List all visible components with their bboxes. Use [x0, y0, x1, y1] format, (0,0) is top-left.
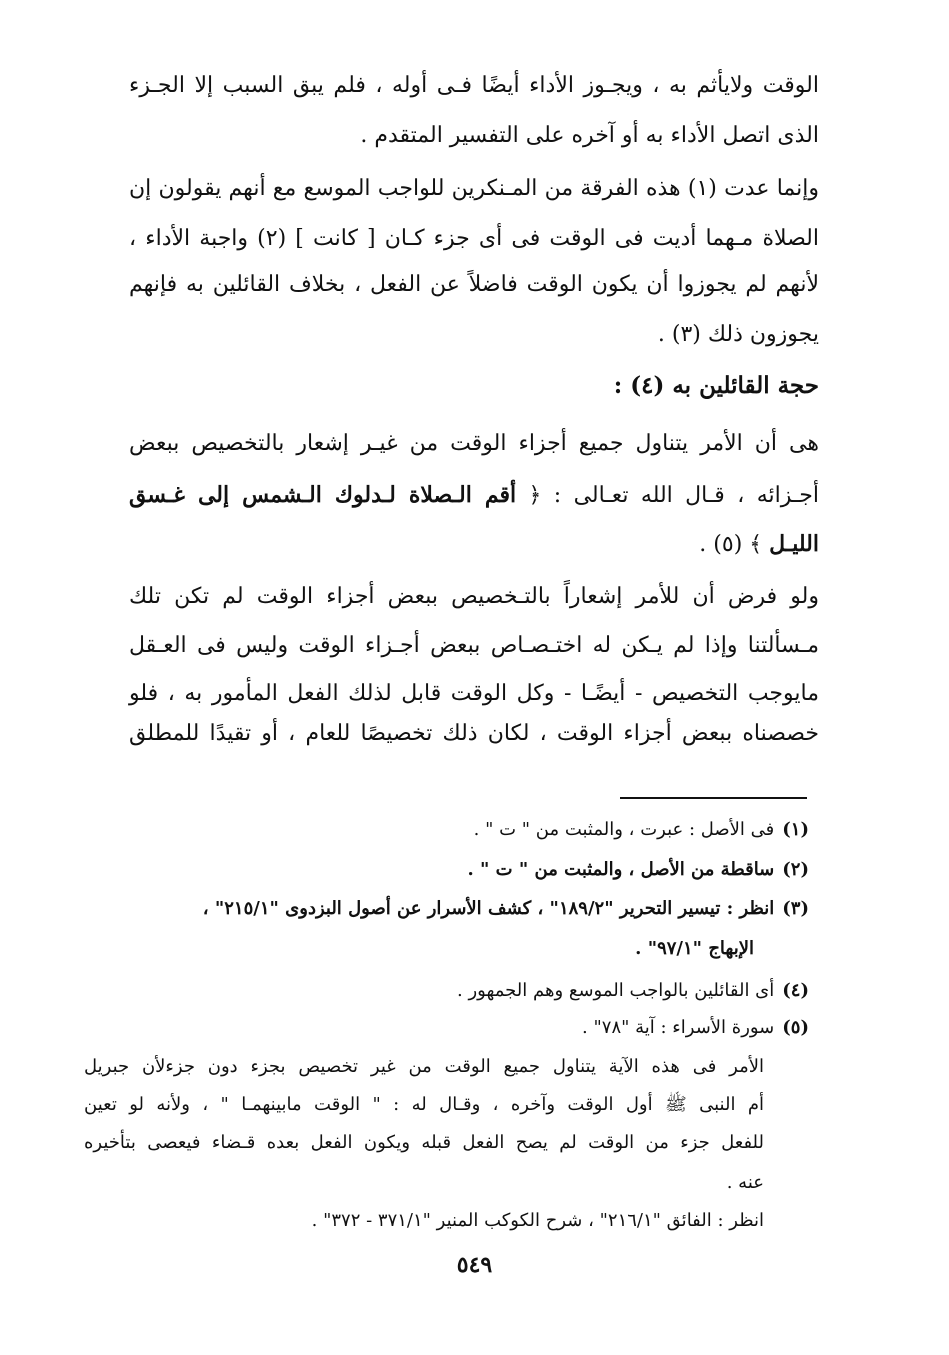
footnote-1	[109, 818, 809, 842]
footnote-3	[109, 897, 809, 921]
body-line-4: الصلاة مـهما أديت فى الوقت فى أى جزء كـان [ كانت ] (٢) واجبة الأداء ،	[129, 226, 819, 251]
note-line-1: الأمر فى هذه الآية يتناول جميع الوقت من غير تخصيص بجزء دون جزءلأن جبريل	[84, 1056, 764, 1077]
footnote-2-number: (٢)	[782, 859, 809, 880]
body-line-6: يجوزون ذلك (٣) .	[657, 322, 819, 347]
footnote-5-text: سورة الأسراء : آية "٧٨" .	[582, 1017, 775, 1038]
footnote-3-number: (٣)	[782, 898, 809, 919]
para-line-4: خصصناه ببعض أجزاء الوقت ، لكان ذلك تخصيصًا للعام ، أو تقيدًا للمطلق	[129, 721, 819, 746]
body-line-1: الوقت ولايأثم به ، ويجـوز الأداء أيضًا فـى أوله ، فلم يبق السبب إلا الجـزء	[129, 73, 819, 98]
argument-line-3	[129, 530, 819, 559]
para-line-3: مايوجب التخصيص - أيضًـا - وكل الوقت قابل لذلك الفعل المأمور به ، فلو	[129, 681, 819, 706]
footnote-3-continuation: الإبهاج "٩٧/١" .	[635, 938, 754, 959]
para-line-2: مـسألتنا وإذا لم يـكن له اختـصـاص ببعض أجـزاء الوقت وليس فى العـقل	[129, 633, 819, 658]
argument-line-1: هى أن الأمر يتناول جميع أجزاء الوقت من غيـر إشعار بالتخصيص ببعض	[129, 431, 819, 456]
argument-line-2	[129, 481, 819, 510]
quran-verse-part-2: الليـل	[769, 531, 819, 557]
footnote-3-text: انظر : تيسير التحرير "١٨٩/٢" ، كشف الأسرار عن أصول البزدوى "٢١٥/١" ،	[202, 898, 775, 919]
body-line-5: لأنهم لم يجوزوا أن يكون الوقت فاضلاً عن الفعل ، بخلاف القائلين به فإنهم	[129, 272, 819, 297]
note-line-4: عنه .	[726, 1172, 764, 1193]
body-line-2: الذى اتصل الأداء به أو آخره على التفسير المتقدم .	[360, 123, 819, 148]
footnote-1-text: فى الأصل : عبرت ، والمثبت من " ت " .	[473, 819, 775, 840]
footnote-1-number: (١)	[782, 819, 809, 840]
footnote-2	[109, 858, 809, 882]
footnote-2-text: ساقطة من الأصل ، والمثبت من " ت " .	[467, 859, 775, 880]
footnote-4	[109, 979, 809, 1003]
page-number: ٥٤٩	[456, 1252, 493, 1278]
note-line-2: أم النبى ﷺ أول الوقت وآخره ، وقـال له : " الوقت مابينهمـا " ، ولأنه لو تعين	[84, 1094, 764, 1115]
body-line-3: وإنما عدت (١) هذه الفرقة من المـنكرين للواجب الموسع مع أنهم يقولون إن	[129, 176, 819, 201]
argument-line-3-suffix: ﴾ (٥) .	[699, 532, 763, 557]
note-line-3: للفعل جزء من الوقت لم يصح الفعل قبله ويكون الفعل بعده قـضاء فيعصى بتأخيره	[84, 1132, 764, 1153]
note-line-5: انظر : الفائق "٢١٦/١" ، شرح الكوكب المنير "٣٧١/١ - ٣٧٢" .	[311, 1210, 764, 1231]
footnote-separator	[620, 797, 807, 799]
footnote-5-number: (٥)	[782, 1017, 809, 1038]
footnote-4-number: (٤)	[782, 980, 809, 1001]
para-line-1: ولو فرض أن للأمر إشعاراً بالتـخصيص ببعض أجزاء الوقت لم تكن تلك	[129, 584, 819, 609]
footnote-4-text: أى القائلين بالواجب الموسع وهم الجمهور .	[457, 980, 775, 1001]
footnote-5	[109, 1016, 809, 1040]
section-heading: حجة القائلين به (٤) :	[613, 372, 819, 399]
quran-verse-part-1: أقم الـصلاة لـدلوك الـشمس إلى غـسق	[129, 482, 517, 508]
argument-line-2-prefix: أجـزائه ، قـال الله تعـالى : ﴿	[528, 483, 820, 508]
